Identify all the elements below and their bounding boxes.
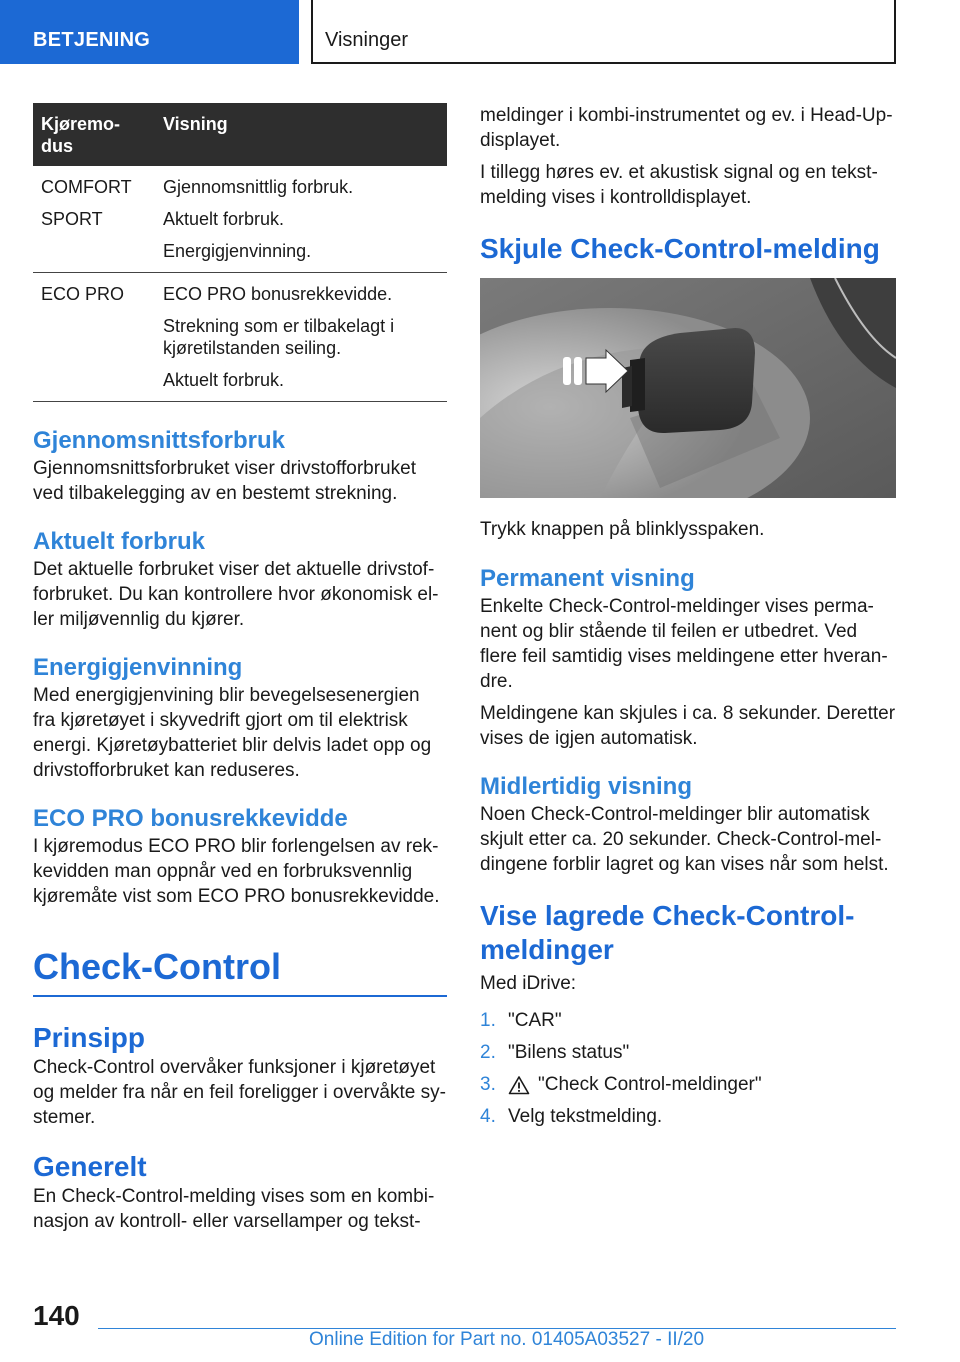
paragraph: Med iDrive: <box>480 973 577 994</box>
table-row <box>33 273 447 402</box>
paragraph: I tillegg høres ev. et akustisk signal og en tekstmelding vises i kontrolldisplayet. <box>480 162 878 208</box>
chapter-title-box <box>311 0 896 64</box>
left-column <box>33 103 447 1234</box>
turn-signal-lever-photo <box>480 278 896 498</box>
display-item: Aktuelt forbruk. <box>163 370 285 390</box>
step-text: "CAR" <box>508 1010 562 1031</box>
list-item <box>480 1008 896 1033</box>
paragraph: Noen Check-Control-meldinger blir automatisk skjult etter ca. 20 sekunder. Check-Control-meldingene forblir lagret og kan vises når som helst. <box>480 804 889 875</box>
step-text: Velg tekstmelding. <box>508 1106 663 1127</box>
heading-energigjenvinning: Energigjenvinning <box>33 654 243 681</box>
paragraph: Check-Control overvåker funksjoner i kjøretøyet og melder fra når en feil foreligger i overvåkte systemer. <box>33 1057 446 1128</box>
display-item: Strekning som er tilbakelagt i kjøretilstanden seiling. <box>163 316 395 358</box>
step-number: 1. <box>480 1010 496 1031</box>
step-number: 4. <box>480 1106 496 1127</box>
photo-caption: Trykk knappen på blinklysspaken. <box>480 519 765 540</box>
heading-skjule: Skjule Check-Control-melding <box>480 233 880 264</box>
list-item <box>480 1040 896 1065</box>
display-item: Aktuelt forbruk. <box>163 209 285 229</box>
table-header-mode: Kjøremo- dus <box>33 103 155 166</box>
paragraph: Enkelte Check-Control-meldinger vises permanent og blir stående til feilen er utbedret. Ved flere feil samtidig vises meldingene etter hverandre. <box>480 596 888 692</box>
section-label: BETJENING <box>33 29 151 51</box>
warning-triangle-icon <box>508 1075 530 1095</box>
step-number: 2. <box>480 1042 496 1063</box>
table-row <box>33 166 447 273</box>
heading-midlertidig: Midlertidig visning <box>480 773 693 800</box>
heading-rule <box>33 995 447 997</box>
step-number: 3. <box>480 1074 496 1095</box>
display-item: Energigjenvinning. <box>163 241 312 261</box>
heading-prinsipp: Prinsipp <box>33 1022 146 1053</box>
steps-list <box>480 1008 896 1129</box>
display-item: ECO PRO bonusrekkevidde. <box>163 284 393 304</box>
heading-aktuelt-forbruk: Aktuelt forbruk <box>33 528 206 555</box>
paragraph: Det aktuelle forbruket viser det aktuelle drivstofforbruket. Du kan kontrollere hvor økonomisk eller miljøvennlig du kjører. <box>33 559 439 630</box>
display-item: Gjennomsnittlig forbruk. <box>163 177 354 197</box>
mode-sport: SPORT <box>41 209 103 229</box>
page-number: 140 <box>33 1300 80 1331</box>
mode-eco-pro: ECO PRO <box>41 284 125 304</box>
heading-check-control: Check-Control <box>33 946 282 987</box>
paragraph: I kjøremodus ECO PRO blir forlengelsen av rekkevidden man oppnår ved en forbruksvennlig kjøremåte vist som ECO PRO bonusrekkevidde. <box>33 836 440 907</box>
mode-table <box>33 103 447 402</box>
paragraph: Med energigjenvining blir bevegelsesenergien fra kjøretøyet i skyvedrift gjort om til elektrisk energi. Kjøretøybatteriet blir delvis ladet opp og drivstofforbruket kan reduseres. <box>33 685 432 781</box>
heading-gjennomsnittsforbruk: Gjennomsnittsforbruk <box>33 427 286 454</box>
paragraph: Gjennomsnittsforbruket viser drivstofforbruket ved tilbakelegging av en bestemt strekning. <box>33 458 416 504</box>
step-text: "Check Control-meldinger" <box>538 1074 762 1095</box>
right-column <box>480 103 896 1136</box>
heading-permanent: Permanent visning <box>480 565 695 592</box>
paragraph: meldinger i kombi-instrumentet og ev. i Head-Up-displayet. <box>480 105 893 151</box>
list-item <box>480 1072 896 1097</box>
step-text: "Bilens status" <box>508 1042 630 1063</box>
heading-generelt: Generelt <box>33 1151 147 1182</box>
paragraph: En Check-Control-melding vises som en kombinasjon av kontroll- eller varsellamper og tekst- <box>33 1186 435 1232</box>
heading-lagrede: Vise lagrede Check-Control-meldinger <box>480 900 855 965</box>
chapter-title: Visninger <box>325 29 409 51</box>
list-item <box>480 1104 896 1129</box>
section-tab <box>0 0 299 64</box>
mode-comfort: COMFORT <box>41 177 132 197</box>
heading-eco-pro-bonus: ECO PRO bonusrekkevidde <box>33 805 348 832</box>
table-header-display: Visning <box>155 103 447 166</box>
edition-text: Online Edition for Part no. 01405A03527 - II/20 <box>309 1329 705 1350</box>
paragraph: Meldingene kan skjules i ca. 8 sekunder. Deretter vises de igjen automatisk. <box>480 703 896 749</box>
